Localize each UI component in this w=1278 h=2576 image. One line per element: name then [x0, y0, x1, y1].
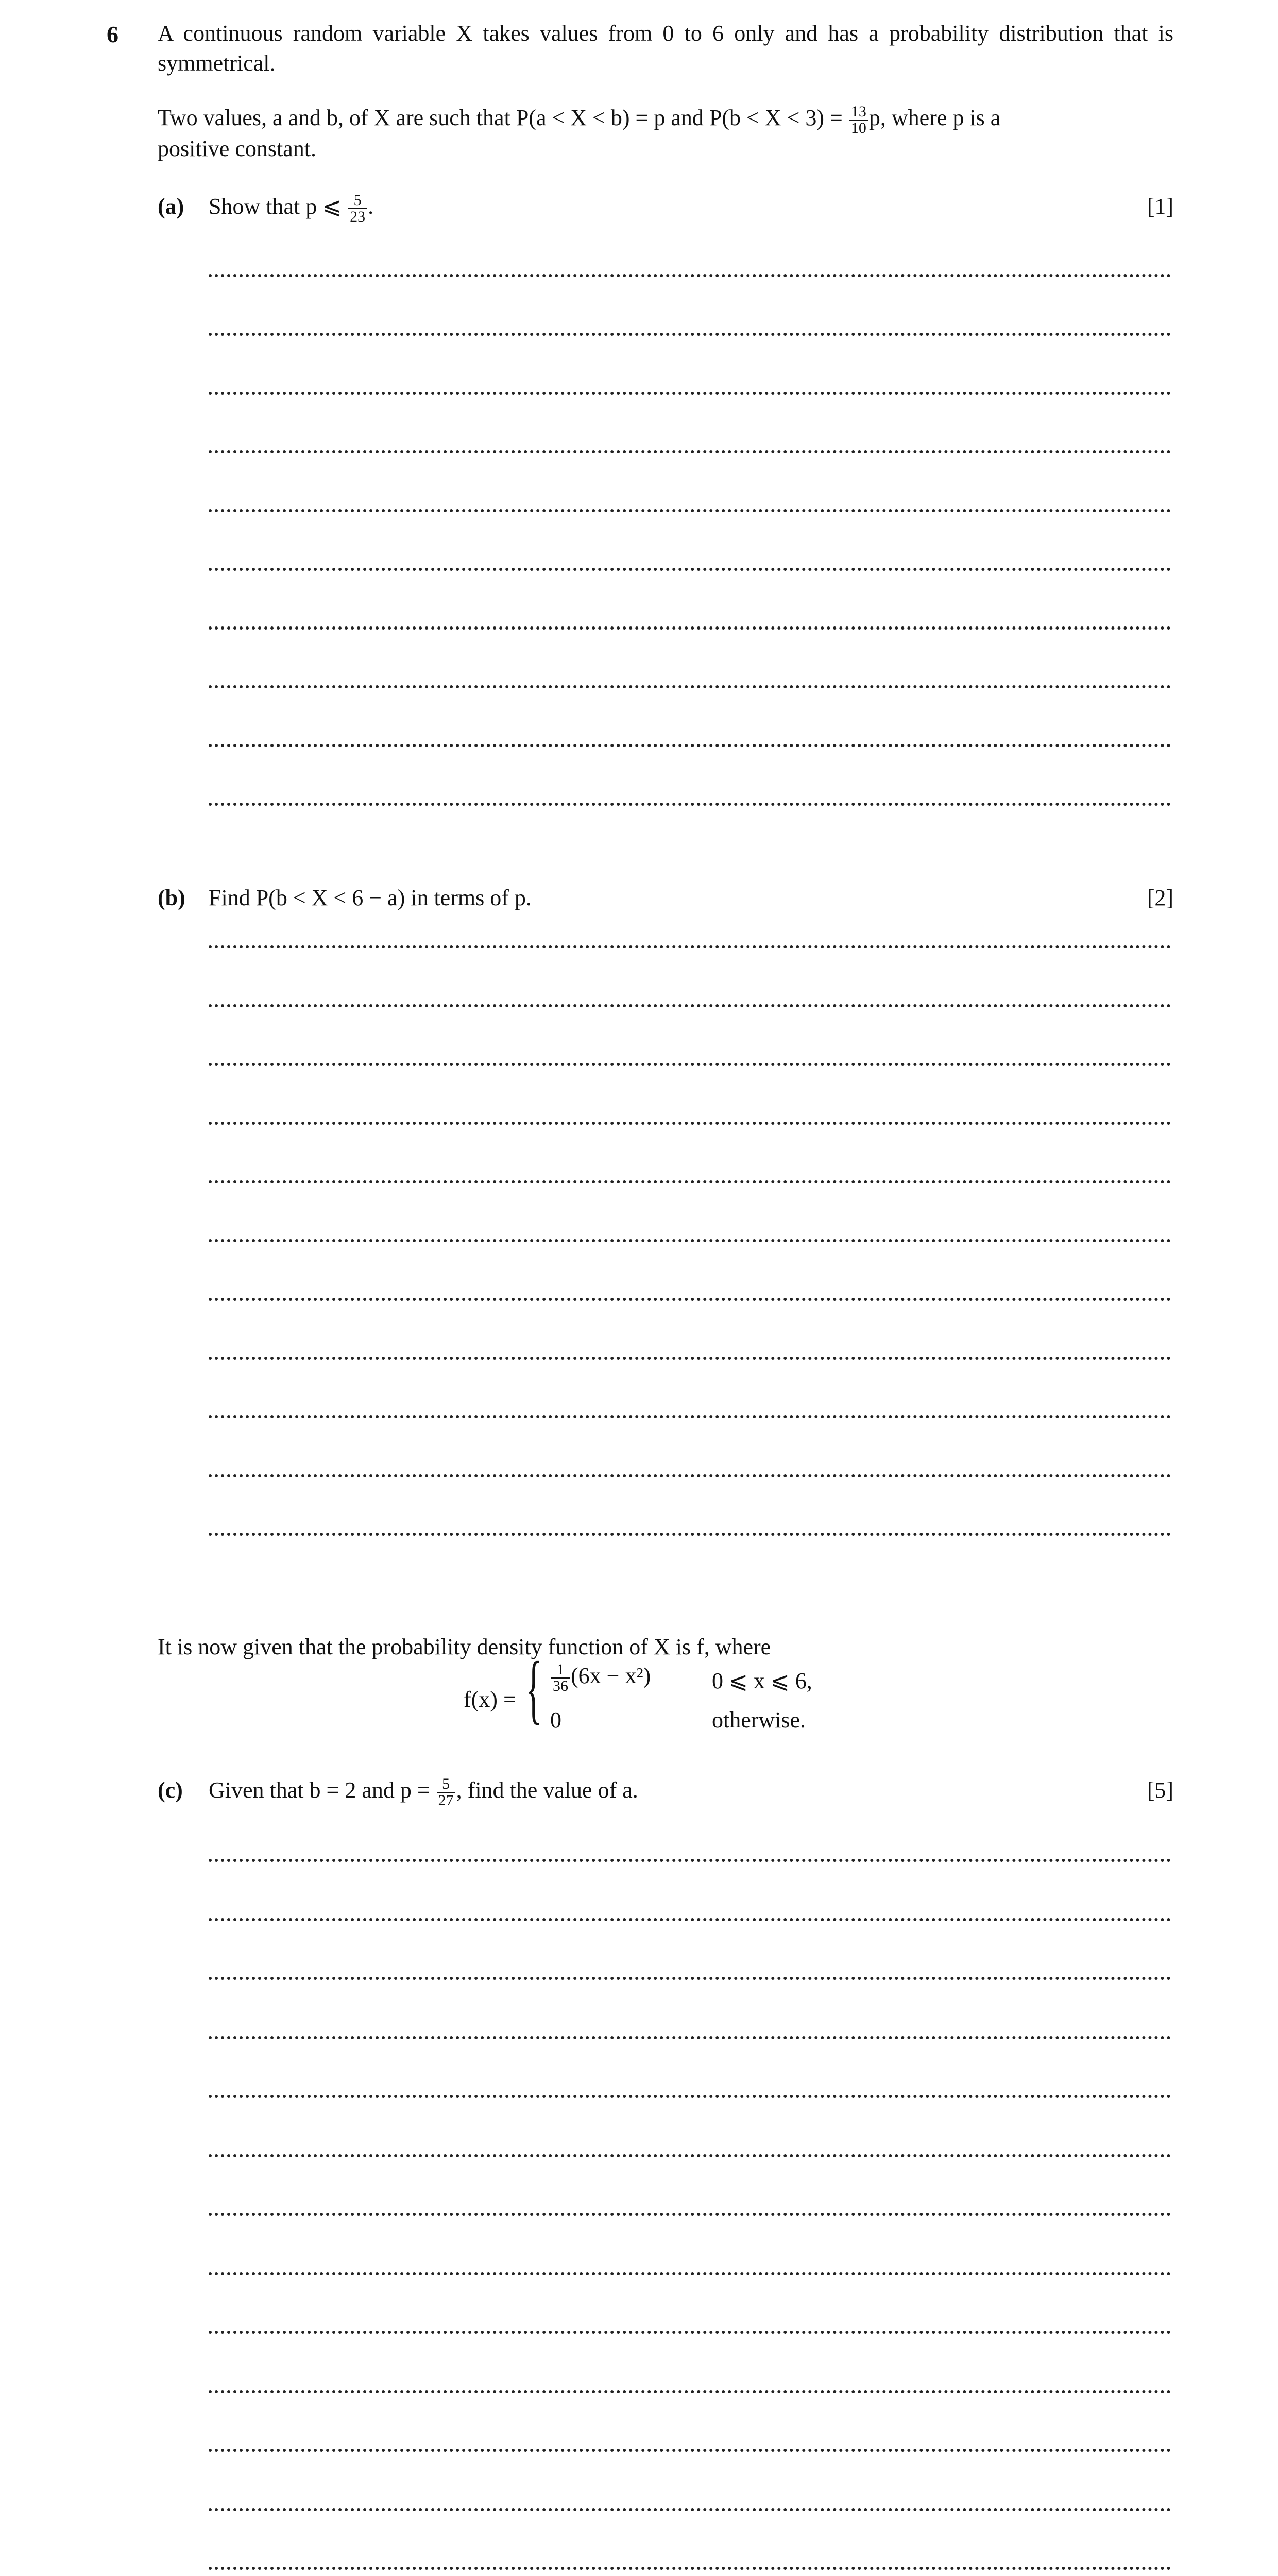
part-c-label: (c) [158, 1777, 183, 1803]
answer-line [209, 2154, 1171, 2157]
pdf-lead-text: It is now given that the probability density function of X is f, where [158, 1634, 771, 1659]
answer-line [209, 1298, 1171, 1301]
part-a-label: (a) [158, 194, 184, 219]
answer-line [209, 2508, 1171, 2511]
part-a-text-end: . [368, 194, 374, 219]
answer-line [209, 2390, 1171, 2393]
part-a-text: Show that p ⩽ [209, 194, 342, 219]
part-c-marks: [5] [1147, 1777, 1173, 1803]
answer-line [209, 744, 1171, 747]
question-intro: A continuous random variable X takes values from 0 to 6 only and has a probability distribution that is symmetrical. [158, 21, 1173, 76]
answer-line [209, 1918, 1171, 1921]
part-a-frac-num: 5 [348, 193, 367, 209]
answer-line [209, 685, 1171, 688]
part-c-frac-den: 27 [438, 1791, 454, 1809]
brace-symbol: { [525, 1646, 542, 1732]
answer-line [209, 1122, 1171, 1125]
answer-line [209, 1063, 1171, 1066]
question-intro-2-cont: positive constant. [158, 136, 316, 161]
answer-line [209, 2272, 1171, 2275]
answer-line [209, 568, 1171, 571]
part-a-marks: [1] [1147, 194, 1173, 219]
answer-line [209, 803, 1171, 806]
case-1-fraction [551, 1662, 570, 1694]
part-b-label: (b) [158, 885, 185, 910]
part-c-frac-num: 5 [437, 1776, 455, 1793]
intro-2-fraction [849, 104, 868, 136]
answer-line [209, 274, 1171, 277]
answer-line [209, 1415, 1171, 1418]
intro-2-text-a: Two values, a and b, of X are such that P(a < X < b) = p and P(b < X < 3) = [158, 105, 843, 130]
answer-line [209, 333, 1171, 336]
answer-line [209, 626, 1171, 630]
part-c-fraction [437, 1776, 455, 1808]
part-c-text-b: , find the value of a. [456, 1777, 638, 1803]
answer-line [209, 1977, 1171, 1980]
answer-line [209, 2567, 1171, 2570]
question-intro-2 [158, 103, 1000, 136]
case-1-frac-num: 1 [551, 1662, 570, 1679]
part-a-question [209, 192, 373, 225]
answer-line [209, 2036, 1171, 2039]
part-a-frac-den: 23 [350, 208, 366, 225]
intro-2-frac-den: 10 [850, 119, 866, 137]
part-b-marks: [2] [1147, 885, 1173, 910]
pdf-case-1 [550, 1661, 651, 1694]
part-a-fraction [348, 193, 367, 225]
intro-2-frac-num: 13 [849, 104, 868, 121]
part-c-question [209, 1775, 638, 1808]
pdf-lhs: f(x) = [464, 1687, 516, 1712]
part-b-question: Find P(b < X < 6 − a) in terms of p. [209, 885, 532, 910]
case-1-frac-den: 36 [553, 1677, 568, 1694]
answer-line [209, 2449, 1171, 2452]
answer-line [209, 1859, 1171, 1862]
answer-line [209, 2095, 1171, 2098]
answer-line [209, 1004, 1171, 1007]
answer-line [209, 945, 1171, 948]
answer-line [209, 1357, 1171, 1360]
answer-line [209, 1533, 1171, 1536]
answer-line [209, 392, 1171, 395]
answer-line [209, 450, 1171, 453]
case-2-condition: otherwise. [712, 1707, 806, 1733]
case-1-condition: 0 ⩽ x ⩽ 6, [712, 1668, 812, 1693]
answer-line [209, 1239, 1171, 1242]
answer-line [209, 1180, 1171, 1183]
answer-line [209, 2213, 1171, 2216]
answer-line [209, 2331, 1171, 2334]
answer-line [209, 1474, 1171, 1477]
question-number: 6 [107, 21, 118, 47]
answer-line [209, 509, 1171, 512]
case-1-expression: (6x − x²) [571, 1663, 651, 1688]
part-c-text-a: Given that b = 2 and p = [209, 1777, 430, 1803]
case-2-expression: 0 [550, 1707, 561, 1733]
intro-2-text-b: p, where p is a [868, 105, 1001, 130]
